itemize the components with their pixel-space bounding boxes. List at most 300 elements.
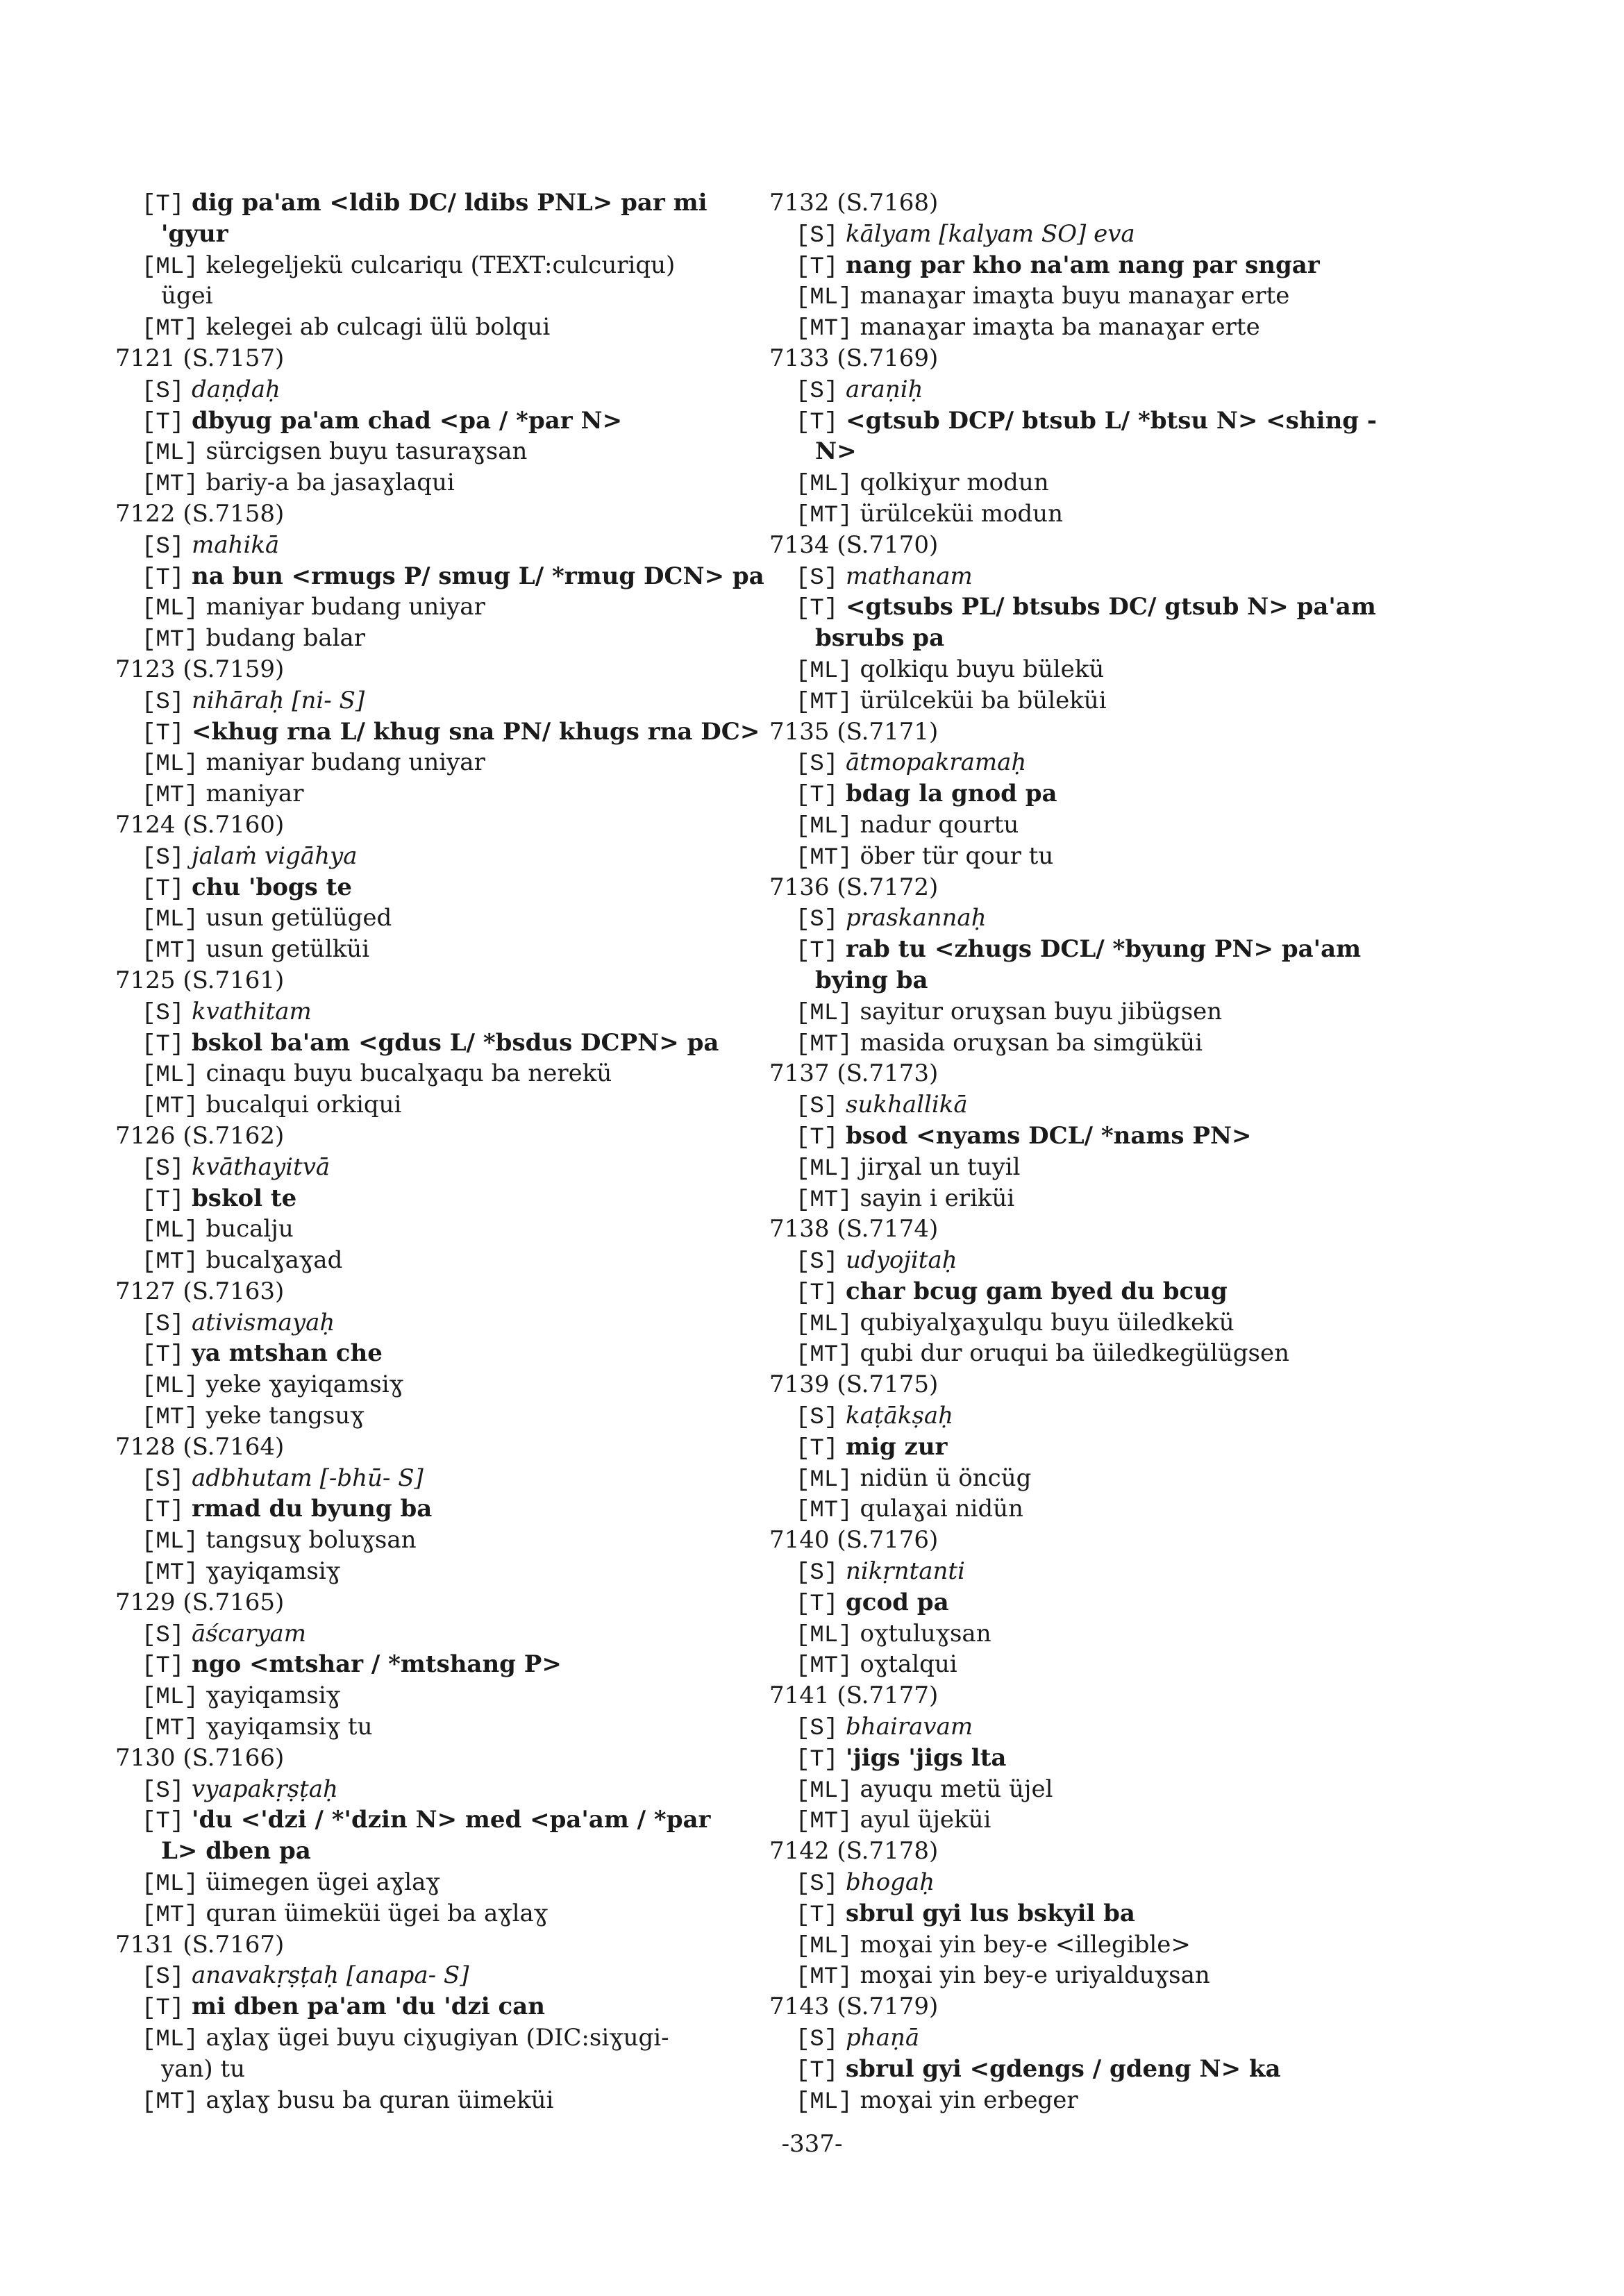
entry-line [115,1525,740,1556]
entry-line [769,1960,1408,1991]
entry-tag: [S] [142,689,185,716]
entry-text: sayin i eriküi [860,1184,1015,1212]
entry-line [769,280,1408,312]
entry-line [769,654,1408,685]
entry-line [115,405,740,437]
entry-line [769,219,1408,250]
entry-text: 7130 (S.7166) [115,1743,285,1772]
entry-tag: [T] [142,1995,185,2022]
entry-tag: [MT] [796,844,853,871]
entry-continuation-line [769,436,1408,467]
entry-tag: [MT] [796,1187,853,1214]
entry-line [115,903,740,934]
entry-text: 7142 (S.7178) [769,1837,939,1866]
entry-tag: [ML] [796,285,853,312]
entry-text: ayul üjeküi [860,1806,991,1834]
entry-line [769,1121,1408,1152]
entry-tag: [S] [796,564,839,592]
entry-line [115,872,740,903]
entry-text: ürülceküi ba büleküi [860,686,1107,714]
entry-line [769,1649,1408,1680]
entry-line [769,250,1408,281]
entry-line [769,592,1408,623]
entry-tag: [T] [142,1187,185,1214]
entry-text: maniyar [206,780,304,808]
entry-tag: [MT] [796,1964,853,1991]
entry-line [115,1556,740,1587]
entry-number [769,343,1408,374]
entry-text: 'du <'dzi / *'dzin N> med <pa'am / *par [192,1806,711,1834]
entry-text: gcod pa [846,1588,949,1616]
entry-text: <gtsubs PL/ btsubs DC/ gtsub N> pa'am [846,593,1376,621]
entry-line [769,1711,1408,1743]
entry-text: nang par kho na'am nang par sngar [846,251,1320,279]
entry-text: bhairavam [846,1713,973,1741]
entry-text: nadur qourtu [860,810,1019,839]
entry-text: tangsuɣ boluɣsan [206,1526,417,1555]
entry-line [769,778,1408,810]
entry-text: na bun <rmugs P/ smug L/ *rmug DCN> pa [192,562,764,590]
entry-text: āścaryam [192,1619,307,1648]
entry-line [115,1152,740,1183]
entry-line [769,747,1408,778]
entry-tag: [S] [796,1560,839,1587]
entry-tag: [MT] [142,471,199,498]
entry-tag: [T] [142,1809,185,1836]
entry-text: bhogaḥ [846,1868,935,1897]
entry-continuation-line [115,2054,740,2085]
entry-number [115,1276,740,1307]
entry-tag: [T] [796,253,839,280]
entry-tag: [ML] [142,1218,199,1245]
entry-text: bskol te [192,1184,297,1212]
entry-line [115,1711,740,1743]
entry-line [769,1774,1408,1805]
entry-line [769,810,1408,841]
entry-text: ngo <mtshar / *mtshang P> [192,1650,562,1679]
entry-line [769,405,1408,437]
entry-tag: [S] [142,844,185,871]
entry-text: dbyug pa'am chad <pa / *par N> [192,406,623,435]
entry-line [115,1338,740,1369]
entry-tag: [MT] [142,1249,199,1276]
entry-line [769,1400,1408,1432]
entry-line [769,996,1408,1028]
entry-text: 7143 (S.7179) [769,1993,939,2021]
entry-text: bsod <nyams DCL/ *nams PN> [846,1121,1252,1150]
entry-line [769,2085,1408,2116]
entry-text: bucalju [206,1215,294,1243]
entry-line [769,1929,1408,1961]
entry-line [115,1493,740,1525]
entry-text: phaṇā [846,2024,920,2052]
entry-text: sbrul gyi <gdengs / gdeng N> ka [846,2054,1281,2083]
entry-text: mahikā [192,530,280,559]
entry-line [769,1587,1408,1618]
entry-tag: [T] [796,1746,839,1773]
entry-tag: [ML] [142,2027,199,2054]
entry-tag: [S] [142,378,185,405]
entry-text: bskol ba'am <gdus L/ *bsdus DCPN> pa [192,1028,719,1057]
entry-text: 7139 (S.7175) [769,1371,939,1399]
entry-text: ya mtshan che [192,1339,383,1368]
entry-tag: [T] [796,1435,839,1462]
entry-tag: [S] [142,533,185,560]
entry-number [115,810,740,841]
entry-tag: [S] [142,1000,185,1027]
entry-text: 7137 (S.7173) [769,1059,939,1088]
entry-text: anavakṛṣṭaḥ [anapa- S] [192,1961,469,1990]
entry-tag: [MT] [796,1342,853,1369]
entry-tag: [S] [796,1716,839,1743]
entry-line [115,436,740,467]
entry-text: 7134 (S.7170) [769,530,939,559]
entry-line [115,1058,740,1089]
entry-text: ativismayaḥ [192,1308,335,1336]
entry-tag: [ML] [142,1871,199,1898]
entry-text: 7125 (S.7161) [115,966,285,994]
entry-tag: [ML] [142,1373,199,1400]
entry-tag: [T] [142,875,185,903]
entry-text: öber tür qour tu [860,841,1054,870]
entry-line [769,561,1408,592]
entry-text: chu 'bogs te [192,873,352,901]
entry-tag: [MT] [142,1405,199,1432]
entry-line [769,2054,1408,2085]
entry-text: aɣlaɣ busu ba quran üimeküi [206,2086,554,2114]
entry-tag: [T] [796,2057,839,2084]
entry-text: kaṭākṣaḥ [846,1402,954,1430]
entry-tag: [T] [796,1902,839,1929]
entry-tag: [ML] [142,440,199,467]
entry-tag: [MT] [142,316,199,343]
entry-text: moɣai yin bey-e uriyalduɣsan [860,1961,1210,1990]
entry-text: jalaṁ vigāhya [192,841,358,870]
entry-tag: [T] [142,564,185,592]
entry-text: oɣtalqui [860,1650,957,1679]
entry-text: bying ba [815,966,928,994]
entry-line [115,2085,740,2116]
entry-tag: [MT] [142,938,199,965]
entry-line [115,1991,740,2022]
right-column [769,187,1408,2115]
entry-text: 7128 (S.7164) [115,1432,285,1461]
entry-tag: [ML] [142,751,199,778]
entry-text: manaɣar imaɣta ba manaɣar erte [860,313,1260,342]
entry-text: yan) tu [161,2054,246,2083]
entry-continuation-line [769,965,1408,996]
entry-tag: [ML] [796,1622,853,1649]
entry-tag: [ML] [142,1684,199,1711]
entry-tag: [S] [142,1466,185,1493]
entry-line [769,1307,1408,1339]
entry-number [115,343,740,374]
entry-text: 7133 (S.7169) [769,344,939,372]
entry-tag: [ML] [142,253,199,280]
entry-text: nidün ü öncüg [860,1464,1032,1492]
entry-number [769,872,1408,903]
entry-text: qubi dur oruqui ba üiledkegülügsen [860,1339,1289,1368]
entry-tag: [T] [142,1031,185,1058]
entry-line [115,250,740,281]
entry-text: masida oruɣsan ba simgüküi [860,1028,1203,1057]
entry-text: yeke ɣayiqamsiɣ [206,1371,403,1399]
entry-tag: [ML] [796,813,853,840]
entry-text: <khug rna L/ khug sna PN/ khugs rna DC> [192,717,760,746]
entry-tag: [S] [796,907,839,934]
entry-tag: [MT] [142,2088,199,2115]
entry-text: vyapakṛṣṭaḥ [192,1775,338,1803]
entry-line [769,1804,1408,1836]
entry-number [115,654,740,685]
entry-tag: [ML] [142,907,199,934]
entry-text: rmad du byung ba [192,1495,433,1523]
entry-text: qulaɣai nidün [860,1495,1023,1523]
entry-text: üimegen ügei aɣlaɣ [206,1868,440,1897]
entry-tag: [MT] [142,1560,199,1587]
entry-text: 7122 (S.7158) [115,499,285,528]
entry-tag: [T] [796,938,839,965]
entry-tag: [MT] [142,627,199,654]
entry-text: qolkiɣur modun [860,469,1049,497]
entry-tag: [MT] [796,502,853,529]
entry-text: manaɣar imaɣta buyu manaɣar erte [860,282,1290,310]
entry-line [115,685,740,717]
entry-text: 7140 (S.7176) [769,1526,939,1555]
entry-line [115,1089,740,1121]
entry-text: maniyar budang uniyar [206,748,485,777]
entry-line [115,592,740,623]
entry-number [115,1743,740,1774]
entry-line [115,312,740,343]
entry-number [769,1369,1408,1400]
entry-text: 7141 (S.7177) [769,1682,939,1710]
entry-number [115,498,740,530]
entry-line [769,1493,1408,1525]
entry-number [115,1121,740,1152]
entry-tag: [S] [796,751,839,778]
entry-tag: [MT] [142,1716,199,1743]
entry-text: budang balar [206,624,366,653]
entry-text: 7124 (S.7160) [115,810,285,839]
page-number: -337- [781,2130,843,2158]
entry-tag: [ML] [142,596,199,623]
entry-line [769,374,1408,405]
entry-text: rab tu <zhugs DCL/ *byung PN> pa'am [846,935,1362,964]
entry-text: usun getülüged [206,904,392,932]
entry-text: kelegeljekü culcariqu (TEXT:culcuriqu) [206,251,676,279]
entry-tag: [MT] [796,1498,853,1525]
entry-tag: [MT] [796,1809,853,1836]
entry-tag: [T] [142,192,185,218]
entry-text: ürülceküi modun [860,499,1063,528]
entry-text: bsrubs pa [815,624,945,653]
entry-text: 7129 (S.7165) [115,1588,285,1616]
entry-tag: [S] [796,378,839,405]
entry-tag: [ML] [796,2088,853,2115]
entry-text: 7127 (S.7163) [115,1277,285,1305]
entry-tag: [ML] [796,1155,853,1182]
entry-tag: [T] [796,409,839,436]
entry-line [769,1276,1408,1307]
entry-text: ɣayiqamsiɣ [206,1682,341,1710]
entry-line [115,1463,740,1494]
entry-line [115,717,760,748]
entry-line [769,1089,1408,1121]
entry-tag: [ML] [796,471,853,498]
entry-text: bdag la gnod pa [846,780,1057,808]
entry-line [115,1618,740,1650]
entry-text: moɣai yin bey-e <illegible> [860,1930,1191,1959]
entry-line [769,1183,1408,1214]
entry-text: 7136 (S.7172) [769,873,939,901]
entry-tag: [T] [142,1653,185,1680]
entry-text: daṇḍaḥ [192,375,281,403]
entry-line [115,1307,740,1339]
entry-text: 7131 (S.7167) [115,1930,285,1959]
entry-tag: [T] [142,409,185,436]
entry-line [115,1028,740,1059]
entry-line [769,1338,1408,1369]
entry-tag: [T] [796,782,839,810]
entry-tag: [MT] [142,1902,199,1929]
entry-text: sukhallikā [846,1091,968,1119]
entry-number [769,530,1408,561]
entry-tag: [ML] [796,1311,853,1338]
entry-text: bucalqui orkiqui [206,1091,402,1119]
entry-text: oɣtuluɣsan [860,1619,991,1648]
entry-text: mig zur [846,1432,948,1461]
entry-text: moɣai yin erbeger [860,2086,1078,2114]
entry-tag: [T] [796,596,839,623]
entry-tag: [ML] [142,1062,199,1089]
entry-text: dig pa'am <ldib DC/ ldibs PNL> par mi [192,189,708,217]
entry-tag: [T] [796,1280,839,1307]
entry-line [769,312,1408,343]
entry-tag: [T] [796,1124,839,1151]
entry-text: aɣlaɣ ügei buyu ciɣugiyan (DIC:siɣugi- [206,2024,669,2052]
entry-number [769,187,1408,219]
entry-text: usun getülküi [206,935,370,964]
entry-text: sbrul gyi lus bskyil ba [846,1899,1135,1927]
entry-tag: [T] [796,1591,839,1618]
entry-tag: [S] [142,1155,185,1182]
entry-tag: [S] [796,222,839,249]
entry-text: araṇiḥ [846,375,923,403]
entry-tag: [S] [796,1871,839,1898]
entry-line [115,1867,740,1898]
entry-text: yeke tangsuɣ [206,1402,365,1430]
entry-line [769,2022,1408,2054]
entry-text: kālyam [kalyam SO] eva [846,219,1135,248]
entry-continuation-line [115,280,740,312]
entry-tag: [MT] [796,1031,853,1058]
entry-number [769,1525,1408,1556]
entry-text: jirɣal un tuyil [860,1153,1021,1181]
entry-text: qubiyalɣaɣulqu buyu üiledkekü [860,1308,1234,1336]
entry-line [769,903,1408,934]
entry-text: mi dben pa'am 'du 'dzi can [192,1993,545,2021]
entry-text: 'jigs 'jigs lta [846,1743,1007,1772]
entry-text: 7123 (S.7159) [115,655,285,683]
entry-line [769,1867,1408,1898]
entry-text: mathanam [846,562,973,590]
entry-line [115,561,764,592]
entry-text: quran üimeküi ügei ba aɣlaɣ [206,1899,549,1927]
entry-tag: [S] [796,2027,839,2054]
entry-line [769,498,1408,530]
entry-text: nikṛntanti [846,1557,965,1586]
entry-number [769,1214,1408,1245]
entry-text: maniyar budang uniyar [206,593,485,621]
entry-text: sürcigsen buyu tasuraɣsan [206,437,528,466]
entry-tag: [ML] [796,1466,853,1493]
entry-line [769,1556,1408,1587]
entry-line [115,747,740,778]
entry-line [115,187,740,219]
entry-text: bariy-a ba jasaɣlaqui [206,469,455,497]
entry-text: ātmopakramaḥ [846,748,1027,777]
entry-tag: [T] [142,1498,185,1525]
entry-line [115,1680,740,1711]
entry-tag: [MT] [796,1653,853,1680]
entry-number [115,1432,740,1463]
entry-text: N> [815,437,857,466]
entry-text: sayitur oruɣsan buyu jibügsen [860,997,1223,1025]
entry-tag: [MT] [796,689,853,716]
entry-tag: [S] [796,1249,839,1276]
entry-tag: [T] [142,720,185,747]
entry-number [115,965,740,996]
entry-line [115,1400,740,1432]
entry-line [115,1245,740,1276]
entry-line [769,1152,1408,1183]
entry-text: qolkiqu buyu bülekü [860,655,1105,683]
entry-text: 7126 (S.7162) [115,1121,285,1150]
entry-tag: [S] [142,1964,185,1991]
entry-tag: [S] [796,1405,839,1432]
entry-tag: [ML] [796,1933,853,1960]
entry-text: praskannaḥ [846,904,987,932]
entry-line [115,996,740,1028]
entry-text: kelegei ab culcagi ülü bolqui [206,313,551,342]
entry-continuation-line [115,219,740,250]
entry-number [115,1929,740,1961]
entry-tag: [MT] [796,316,853,343]
entry-continuation-line [115,1836,740,1867]
entry-line [769,1432,1408,1463]
entry-line [769,1463,1408,1494]
entry-text: char bcug gam byed du bcug [846,1277,1228,1305]
entry-tag: [T] [142,1342,185,1369]
entry-tag: [MT] [142,782,199,810]
entry-text: kvāthayitvā [192,1153,330,1181]
entry-number [769,1058,1408,1089]
entry-text: kvathitam [192,997,312,1025]
entry-line [769,1898,1408,1929]
entry-text: 7135 (S.7171) [769,717,939,746]
entry-line [115,1898,740,1929]
entry-tag: [S] [796,1093,839,1121]
entry-line [115,1649,740,1680]
entry-line [115,623,740,654]
entry-line [115,1369,740,1400]
entry-text: <gtsub DCP/ btsub L/ *btsu N> <shing - [846,406,1378,435]
entry-line [769,841,1408,872]
entry-number [769,717,1408,748]
entry-text: ɣayiqamsiɣ [206,1557,341,1586]
entry-tag: [S] [142,1622,185,1649]
